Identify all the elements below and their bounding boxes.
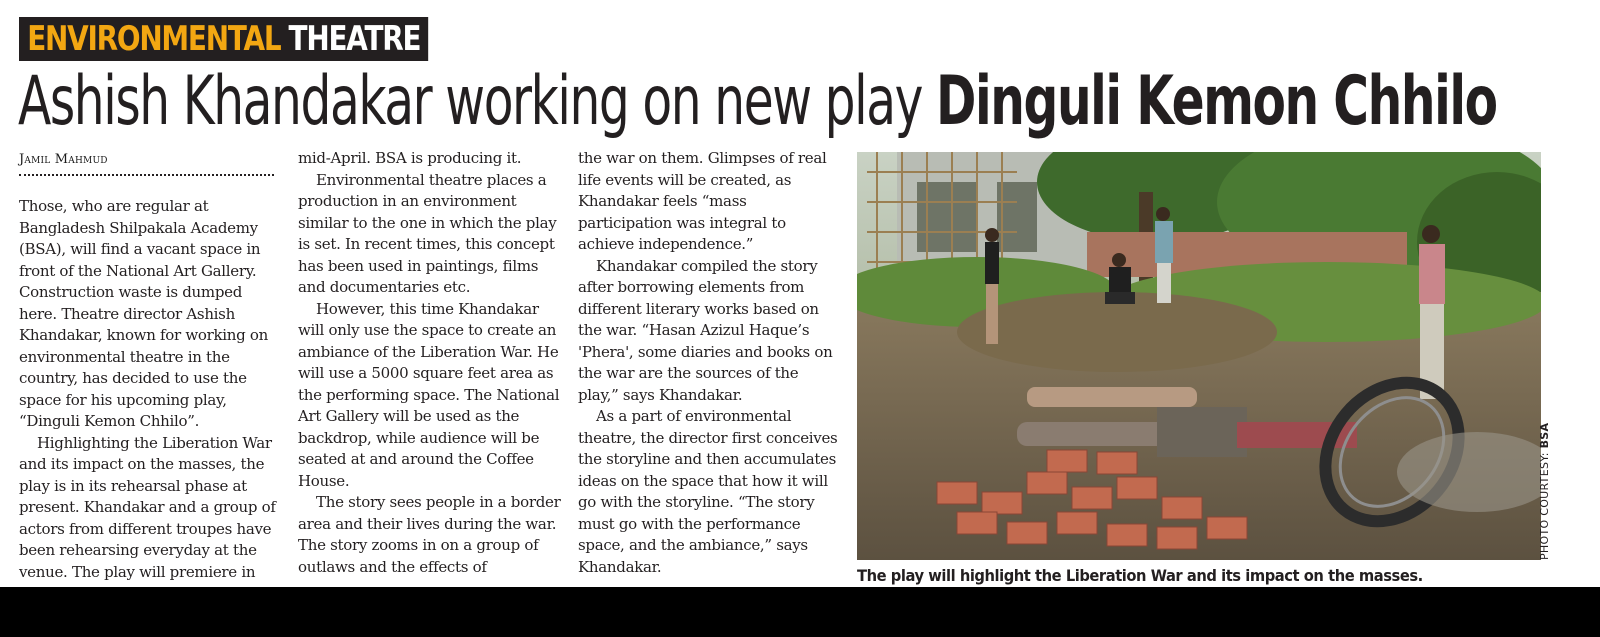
byline-divider (19, 174, 274, 176)
paragraph: Those, who are regular at Bangladesh Shilpakala Academy (BSA), will find a vacant space in front of the National Art Gallery. Construction waste is dumped here. Theatre director Ashish Khandakar, known for working on environmental theatre in the country, has decided to use the space for his upcoming play, “Dinguli Kemon Chhilo”. (19, 197, 269, 430)
credit-source: BSA (1538, 422, 1551, 449)
paragraph: mid-April. BSA is producing it. (298, 149, 522, 167)
paragraph: As a part of environmental theatre, the director first conceives the storyline and then accumulates ideas on the space that how it will go with the storyline. “The story must go with the performance space, and the ambiance,” says Khandakar. (578, 407, 838, 576)
person-4 (1419, 225, 1445, 399)
photo-caption: The play will highlight the Liberation War and its impact on the masses. (857, 566, 1423, 585)
headline-regular: Ashish Khandakar working on new play (18, 62, 923, 141)
paragraph: the war on them. Glimpses of real life events will be created, as Khandakar feels “mass participation was integral to achieve independence.” (578, 149, 827, 253)
article-column-3 (578, 148, 843, 578)
photo-illustration (857, 152, 1541, 560)
paragraph: The story sees people in a border area and their lives during the war. The story zooms in on a group of outlaws and the effects of (298, 493, 561, 576)
kicker-theatre: THEATRE (288, 19, 421, 59)
person-1 (985, 228, 999, 344)
article-photo (857, 152, 1541, 560)
credit-label: PHOTO COURTESY: (1538, 452, 1551, 560)
paragraph: Highlighting the Liberation War and its impact on the masses, the play is in its rehearsal phase at present. Khandakar and a group of actors from different troupes have been rehearsing everyday at the venue. The play will premiere in (19, 433, 276, 581)
article-column-2 (298, 148, 563, 578)
headline (18, 62, 1497, 142)
paragraph: Khandakar compiled the story after borrowing elements from different literary works based on the war. “Hasan Azizul Haque’s 'Phera', some diaries and books on the war are the sources of the play,” says Khandakar. (578, 256, 833, 404)
photo-credit (1538, 423, 1551, 560)
kicker-environmental: ENVIRONMENTAL (27, 19, 281, 59)
paragraph: However, this time Khandakar will only use the space to create an ambiance of the Liberation War. He will use a 5000 square feet area as the performing space. The National Art Gallery will be used as the backdrop, while audience will be seated at and around the Coffee House. (298, 299, 560, 490)
byline: Jamil Mahmud (19, 152, 108, 167)
article-column-1 (19, 196, 279, 583)
paragraph: Environmental theatre places a production in an environment similar to the one in which the play is set. In recent times, this concept has been used in paintings, films and documentaries etc. (298, 170, 557, 296)
headline-bold: Dinguli Kemon Chhilo (936, 62, 1497, 141)
section-kicker (19, 17, 429, 61)
person-3 (1155, 207, 1173, 303)
